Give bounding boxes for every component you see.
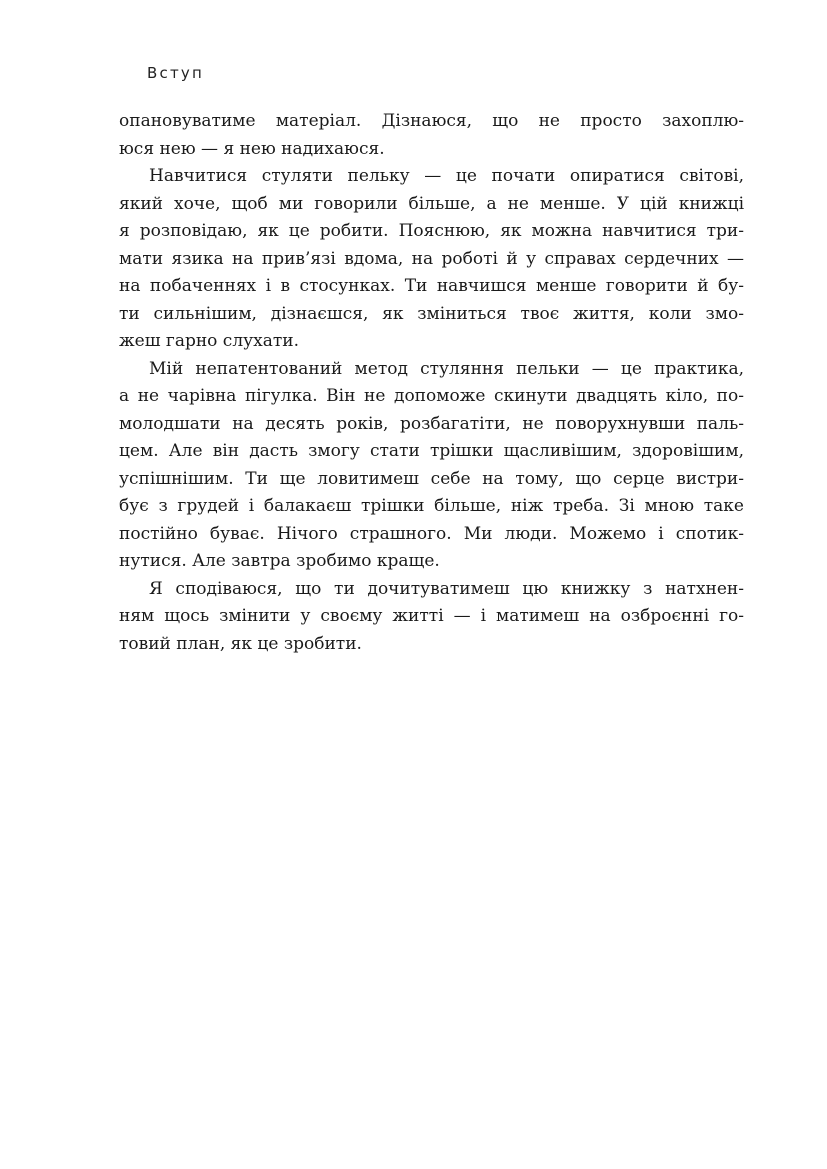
text-line: бує з грудей і балакаєш трішки більше, ніж треба. Зі мною таке [119, 496, 744, 516]
text-line: опановуватиме матеріал. Дізнаюся, що не просто захоплю- [119, 111, 744, 131]
text-line: нутися. Але завтра зробимо краще. [119, 551, 440, 571]
text-line: мати язика на прив’язі вдома, на роботі й у справах сердечних — [119, 248, 744, 269]
text-line: я розповідаю, як це робити. Пояснюю, як можна навчитися три- [119, 221, 744, 241]
text-line: ням щось змінити у своєму житті — і матимеш на озброєнні го- [119, 606, 744, 626]
text-line: на побаченнях і в стосунках. Ти навчишся менше говорити й бу- [119, 276, 744, 296]
paragraph [119, 163, 744, 356]
text-line: а не чарівна пігулка. Він не допоможе скинути двадцять кіло, по- [119, 386, 744, 406]
paragraph [119, 108, 744, 163]
text-line: Мій непатентований метод стуляння пельки — це практика, [149, 358, 744, 379]
text-line: товий план, як це зробити. [119, 633, 362, 654]
text-line: цем. Але він дасть змогу стати трішки щасливішим, здоровішим, [119, 441, 744, 461]
text-line: постійно буває. Нічого страшного. Ми люди. Можемо і спотик- [119, 523, 744, 544]
text-line: юся нею — я нею надихаюся. [119, 138, 385, 159]
running-head: Вступ [147, 64, 204, 82]
paragraph [119, 576, 744, 659]
text-line: молодшати на десять років, розбагатіти, не поворухнувши паль- [119, 413, 744, 434]
text-line: ти сильнішим, дізнаєшся, як зміниться твоє життя, коли змо- [119, 303, 744, 324]
body-text [119, 108, 744, 658]
text-line: Навчитися стуляти пельку — це почати опиратися світові, [149, 166, 744, 186]
text-line: успішнішим. Ти ще ловитимеш себе на тому, що серце вистри- [119, 468, 744, 489]
text-line: жеш гарно слухати. [119, 331, 299, 351]
paragraph [119, 356, 744, 576]
text-line: який хоче, щоб ми говорили більше, а не менше. У цій книжці [119, 193, 744, 214]
text-line: Я сподіваюся, що ти дочитуватимеш цю книжку з натхнен- [149, 578, 744, 599]
